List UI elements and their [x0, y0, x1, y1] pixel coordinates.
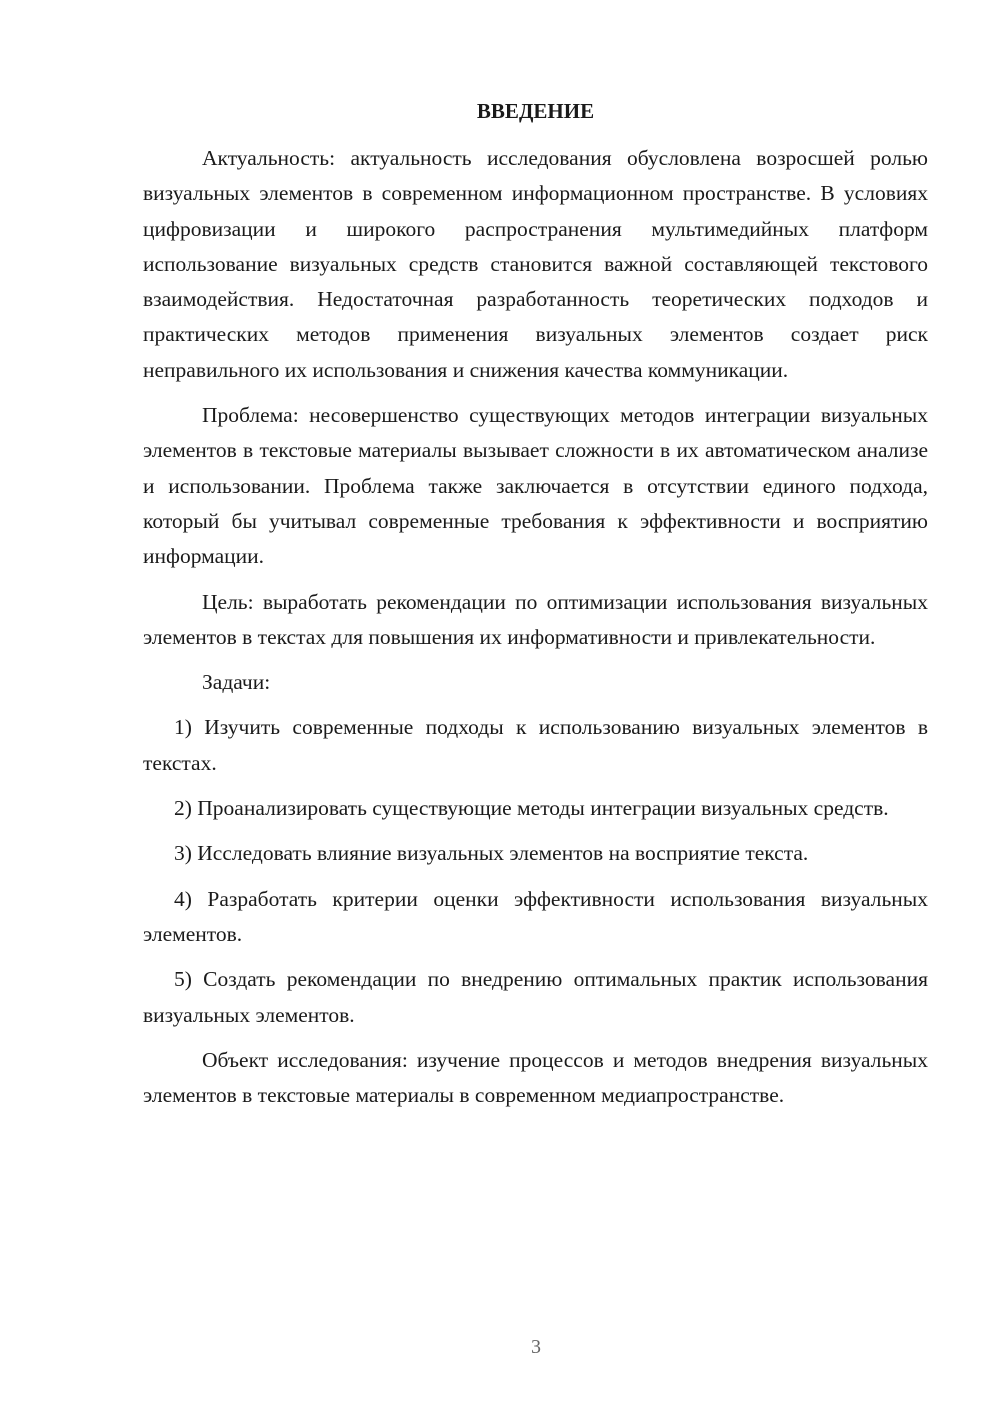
task-item-2: 2) Проанализировать существующие методы интеграции визуальных средств. [174, 796, 889, 821]
task-item-4: 4) Разработать критерии оценки эффективности использования визуальных элементов. [143, 886, 928, 946]
paragraph-problem: Проблема: несовершенство существующих методов интеграции визуальных элементов в текстовые материалы вызывает сложности в их автоматическом анализе и использовании. Проблема также заключается в отсутствии единого подхода, который бы учитывал современные требования к эффективности и восприятию информации. [143, 403, 928, 569]
paragraph-goal: Цель: выработать рекомендации по оптимизации использования визуальных элементов в текстах для повышения их информативности и привлекательности. [143, 589, 928, 649]
page-number: 3 [531, 1336, 541, 1358]
task-item-5: 5) Создать рекомендации по внедрению оптимальных практик использования визуальных элементов. [143, 967, 928, 1027]
paragraph-object: Объект исследования: изучение процессов и методов внедрения визуальных элементов в текстовые материалы в современном медиапространстве. [143, 1047, 928, 1108]
paragraph-relevance: Актуальность: актуальность исследования обусловлена возросшей ролью визуальных элементов в современном информационном пространстве. В условиях цифровизации и широкого распространения мультимедийных платформ использование визуальных средств становится важной составляющей текстового взаимодействия. Недостаточная разработанность теоретических подходов и практических методов применения визуальных элементов создает риск неправильного их использования и снижения качества коммуникации. [143, 146, 928, 382]
task-item-1: 1) Изучить современные подходы к использованию визуальных элементов в текстах. [143, 715, 928, 775]
section-heading: ВВЕДЕНИЕ [476, 99, 595, 123]
tasks-label: Задачи: [202, 670, 271, 695]
task-item-3: 3) Исследовать влияние визуальных элементов на восприятие текста. [174, 841, 809, 866]
document-body [143, 96, 928, 1123]
